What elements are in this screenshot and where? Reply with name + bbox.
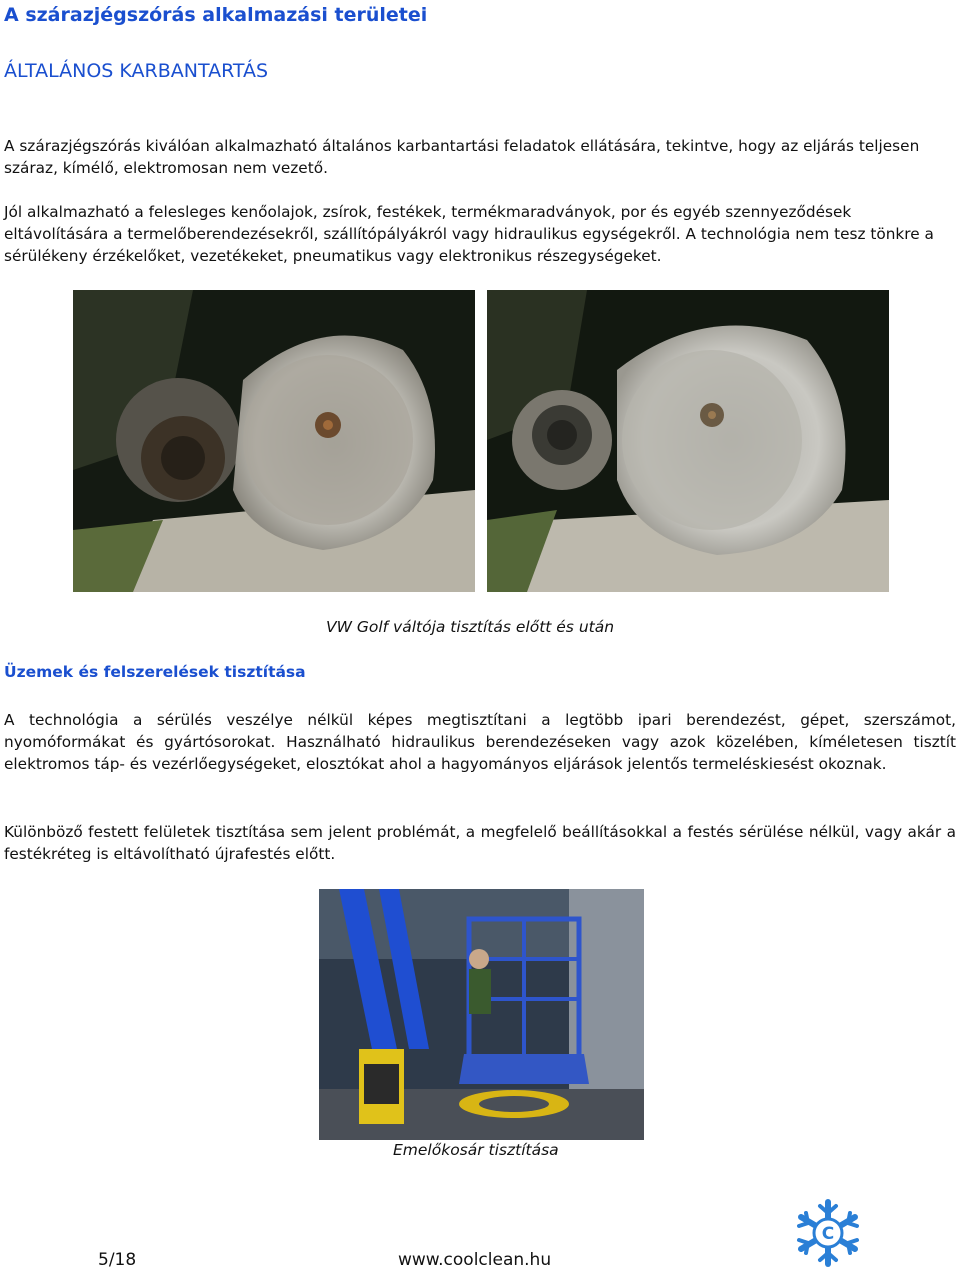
section-title: ÁLTALÁNOS KARBANTARTÁS xyxy=(4,60,269,82)
paragraph-intro: A szárazjégszórás kiválóan alkalmazható általános karbantartási feladatok ellátására, tekintve, hogy az eljárás teljesen száraz, kímélő, elektromosan nem vezető. xyxy=(4,137,920,177)
paragraph-plant-equipment: A technológia a sérülés veszélye nélkül képes megtisztítani a legtöbb ipari berendezést, gépet, szerszámot, nyomóformákat és gyártósorokat. Használható hidraulikus berendezéseken vagy azok közelében, kíméletesen tisztít elektromos táp- és vezérlőegységeket, elosztókat ahol a hagyományos eljárások jelentős termeléskiesést okoznak. xyxy=(4,711,956,773)
svg-text:C: C xyxy=(821,1224,835,1244)
photo-gearbox-before xyxy=(73,290,475,592)
photo-lift-basket xyxy=(319,889,644,1140)
paragraph-painted-surfaces: Különböző festett felületek tisztítása sem jelent problémát, a megfelelő beállításokkal a festés sérülése nélkül, vagy akár a festékréteg is eltávolítható újrafestés előtt. xyxy=(4,823,956,863)
photo-gearbox-after xyxy=(487,290,889,592)
snowflake-logo-icon xyxy=(793,1198,863,1268)
caption-lift-basket: Emelőkosár tisztítása xyxy=(393,1141,559,1159)
paragraph-uses: Jól alkalmazható a felesleges kenőolajok, zsírok, festékek, termékmaradványok, por és egyéb szennyeződések eltávolítására a termelőberendezésekről, szállítópályákról vagy hidraulikus egységekről. A technológia nem tesz tönkre a sérülékeny érzékelőket, vezetékeket, pneumatikus vagy elektronikus részegységeket. xyxy=(4,203,934,265)
document-header-title: A szárazjégszórás alkalmazási területei xyxy=(4,4,428,26)
subheading-plant-cleaning: Üzemek és felszerelések tisztítása xyxy=(4,663,306,681)
page-number: 5/18 xyxy=(98,1250,137,1270)
footer-website-link[interactable]: www.coolclean.hu xyxy=(398,1250,552,1270)
caption-gearbox: VW Golf váltója tisztítás előtt és után xyxy=(326,618,615,636)
